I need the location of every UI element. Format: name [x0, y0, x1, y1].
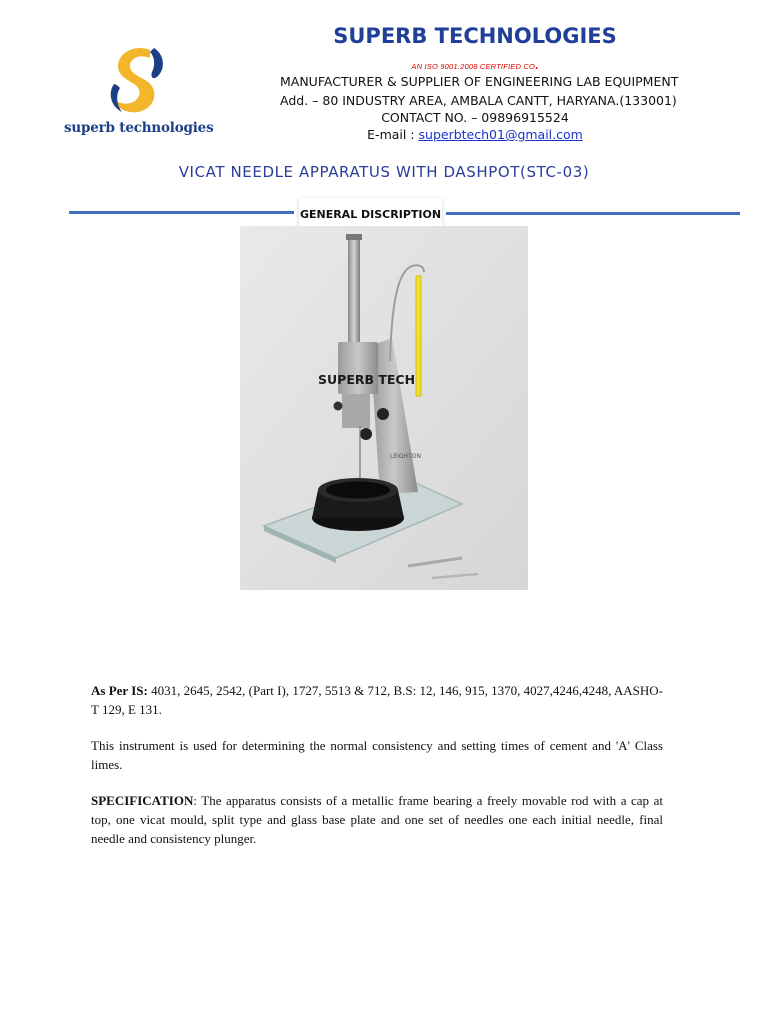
product-title: VICAT NEEDLE APPARATUS WITH DASHPOT(STC-03) — [178, 163, 590, 181]
product-photo — [240, 226, 528, 590]
swirl-s-logo-icon — [106, 44, 168, 118]
address: Add. – 80 INDUSTRY AREA, AMBALA CANTT, HARYANA.(133001) — [280, 93, 677, 108]
email-label: E-mail : — [367, 127, 419, 142]
standards-label: As Per IS: — [91, 683, 148, 698]
email-link[interactable]: superbtech01@gmail.com — [418, 127, 583, 142]
usage-paragraph: This instrument is used for determining the normal consistency and setting times of cement and 'A' Class limes. — [91, 738, 663, 772]
standards-paragraph — [91, 681, 663, 719]
specification-label: SPECIFICATION — [91, 793, 194, 808]
section-divider-right — [446, 212, 740, 215]
plate-marking: LEIGHTON — [390, 453, 421, 460]
company-logo — [60, 44, 220, 144]
email-line — [280, 127, 670, 142]
iso-certification — [300, 58, 650, 72]
standards-text: 4031, 2645, 2542, (Part I), 1727, 5513 & 712, B.S: 12, 146, 915, 1370, 4027,4246,4248, AASHO-T 129, E 131. — [91, 683, 663, 717]
tagline: MANUFACTURER & SUPPLIER OF ENGINEERING LAB EQUIPMENT — [280, 74, 679, 89]
photo-watermark: SUPERB TECH — [318, 372, 416, 387]
specification-paragraph — [91, 791, 663, 848]
logo-wordmark: superb technologies — [64, 120, 214, 136]
company-name: SUPERB TECHNOLOGIES — [333, 24, 617, 48]
section-heading: GENERAL DISCRIPTION — [299, 208, 442, 221]
vicat-apparatus-image — [240, 226, 528, 590]
specification-text: : The apparatus consists of a metallic frame bearing a freely movable rod with a cap at top, one vicat mould, split type and glass base plate and one set of needles one each initial needle, final needle and consistency plunger. — [91, 793, 663, 846]
iso-certification-text: AN ISO 9001:2008 CERTIFIED CO — [411, 62, 536, 71]
iso-certification-period: . — [535, 58, 539, 72]
contact-number: CONTACT NO. – 09896915524 — [381, 110, 569, 125]
section-divider-left — [69, 211, 294, 214]
